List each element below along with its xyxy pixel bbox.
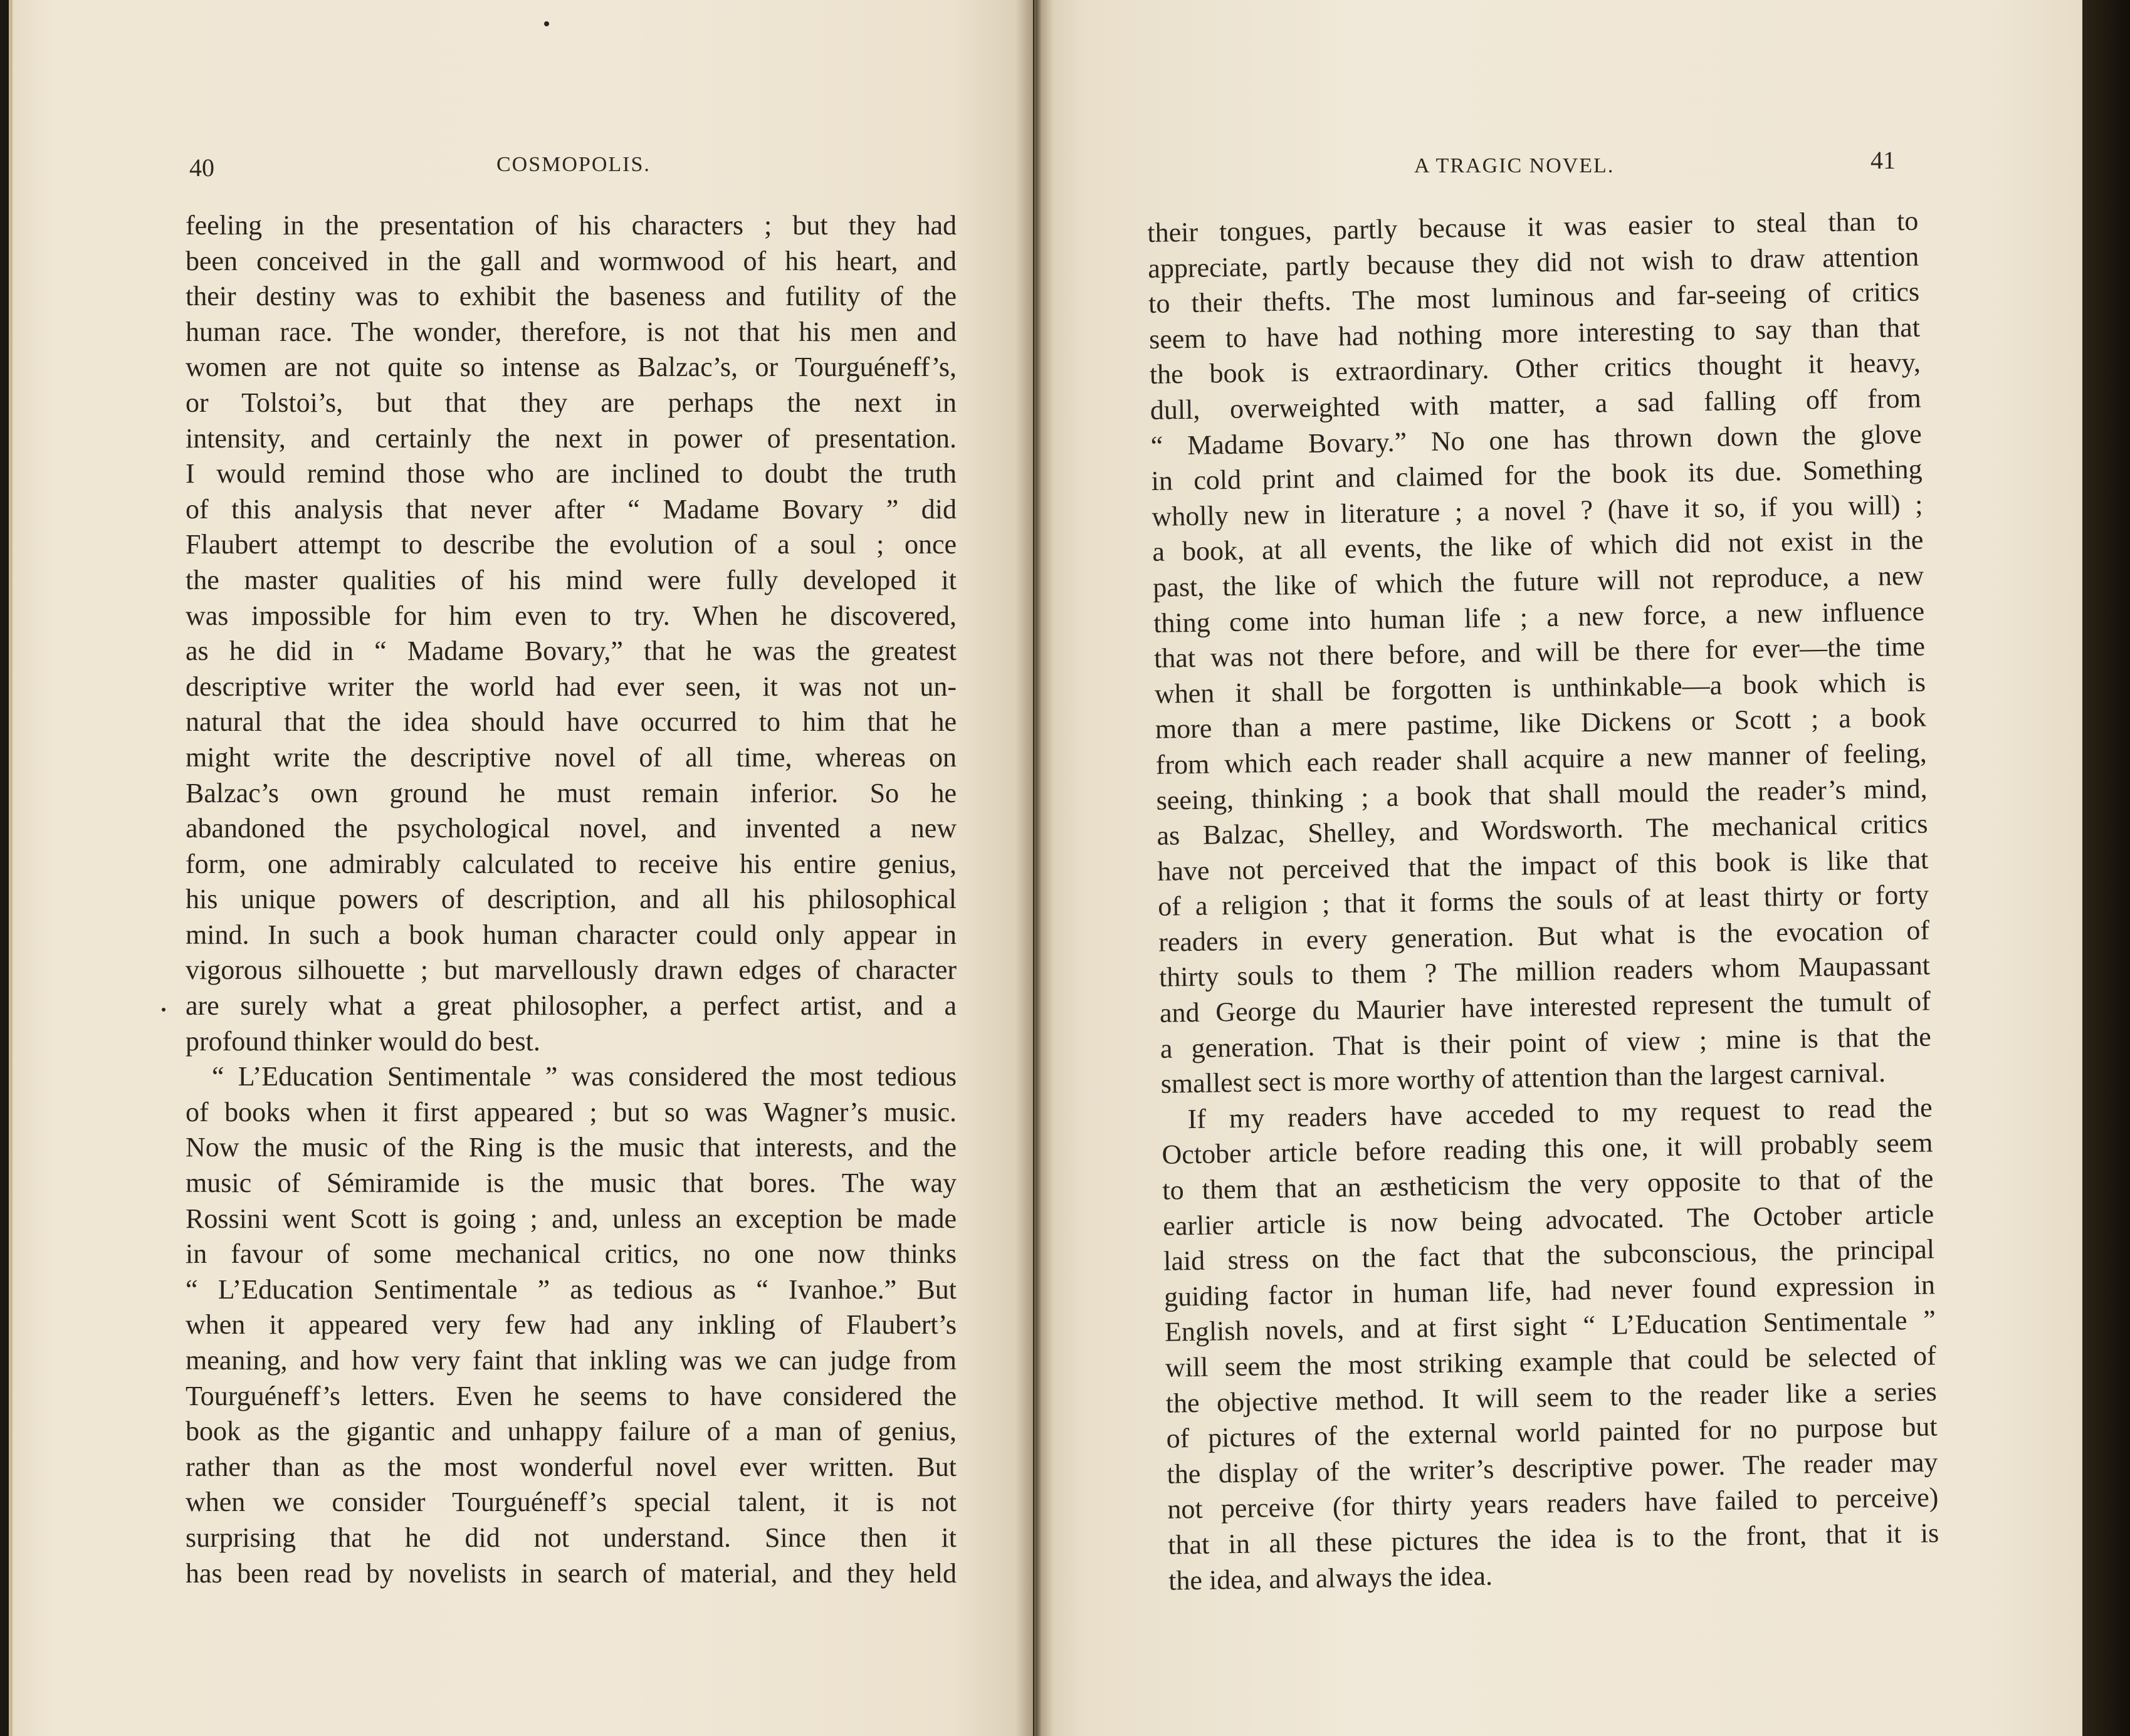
text-line: might write the descriptive novel of all time, whereas on xyxy=(186,741,957,773)
text-line: their destiny was to exhibit the baseness and futility of the xyxy=(186,281,957,312)
text-line: in favour of some mechanical critics, no one now thinks xyxy=(186,1238,957,1270)
text-line: October article before reading this one, it will probably seem xyxy=(1162,1127,1933,1171)
text-line: profound thinker would do best. xyxy=(186,1025,540,1057)
text-line: feeling in the presentation of his characters ; but they had xyxy=(186,210,957,241)
text-line: that was not there before, and will be there for ever—the time xyxy=(1153,630,1926,674)
text-line: the objective method. It will seem to the reader like a series xyxy=(1165,1376,1937,1419)
text-line: women are not quite so intense as Balzac’s, or Tourguéneff’s, xyxy=(186,352,957,383)
ink-speck xyxy=(162,1008,165,1012)
text-line: guiding factor in human life, had never found expression in xyxy=(1163,1269,1936,1312)
ink-speck xyxy=(544,21,549,26)
text-line: appreciate, partly because they did not wish to draw attention xyxy=(1147,241,1919,284)
text-line: human race. The wonder, therefore, is not that his men and xyxy=(186,316,957,347)
page-edge xyxy=(2082,0,2130,1736)
text-line: when it shall be forgotten is unthinkable—a book which is xyxy=(1154,666,1926,709)
text-line: “ L’Education Sentimentale ” as tedious as “ Ivanhoe.” But xyxy=(186,1273,957,1305)
text-line: was impossible for him even to try. When he discovered, xyxy=(186,600,957,631)
text-line: to them that an æstheticism the very opposite to that of the xyxy=(1162,1163,1934,1206)
text-line: book as the gigantic and unhappy failure of a man of genius, xyxy=(186,1416,957,1447)
text-line: of this analysis that never after “ Madame Bovary ” did xyxy=(186,493,957,525)
book-gutter xyxy=(1015,0,1053,1736)
text-line: Flaubert attempt to describe the evolution of a soul ; once xyxy=(186,529,957,560)
text-line: their tongues, partly because it was easier to steal than to xyxy=(1147,205,1919,248)
right-running-head: A TRAGIC NOVEL. xyxy=(1414,154,1615,177)
text-line: has been read by novelists in search of material, and they held xyxy=(186,1557,957,1589)
text-line: I would remind those who are inclined to doubt the truth xyxy=(186,458,957,489)
text-line: Now the music of the Ring is the music that interests, and the xyxy=(186,1132,957,1163)
text-line: laid stress on the fact that the subconscious, the principal xyxy=(1163,1233,1935,1277)
text-line: been conceived in the gall and wormwood of his heart, and xyxy=(186,245,957,276)
text-line: the idea, and always the idea. xyxy=(1168,1560,1493,1596)
text-line: seeing, thinking ; a book that shall mould the reader’s mind, xyxy=(1156,773,1928,816)
text-line: the book is extraordinary. Other critics thought it heavy, xyxy=(1149,347,1921,390)
text-line: as he did in “ Madame Bovary,” that he was the greatest xyxy=(186,635,957,667)
text-line: that in all these pictures the idea is to the front, that it is xyxy=(1167,1517,1939,1561)
text-line: a generation. That is their point of view ; mine is that the xyxy=(1160,1021,1932,1064)
text-line: vigorous silhouette ; but marvellously drawn edges of character xyxy=(186,954,957,986)
text-line: the display of the writer’s descriptive power. The reader may xyxy=(1167,1446,1938,1490)
text-line: mind. In such a book human character could only appear in xyxy=(186,919,957,950)
text-line: of books when it first appeared ; but so was Wagner’s music. xyxy=(186,1096,957,1127)
text-line: music of Sémiramide is the music that bores. The way xyxy=(186,1168,957,1199)
text-line: wholly new in literature ; a novel ? (have it so, if you will) ; xyxy=(1152,489,1923,532)
text-line: from which each reader shall acquire a new manner of feeling, xyxy=(1155,737,1927,780)
text-line: of a religion ; that it forms the souls of at least thirty or forty xyxy=(1157,879,1929,923)
text-line: thirty souls to them ? The million readers whom Maupassant xyxy=(1158,950,1931,993)
text-line: when it appeared very few had any inkling of Flaubert’s xyxy=(186,1309,957,1341)
text-line: past, the like of which the future will not reproduce, a new xyxy=(1152,560,1924,603)
right-page-number: 41 xyxy=(1870,146,1896,174)
text-line: abandoned the psychological novel, and invented a new xyxy=(186,813,957,844)
text-line: thing come into human life ; a new force, a new influence xyxy=(1153,595,1925,639)
text-line: dull, overweighted with matter, a sad falling off from xyxy=(1150,382,1922,426)
text-line: have not perceived that the impact of this book is like that xyxy=(1157,844,1929,887)
text-line: form, one admirably calculated to receive his entire genius, xyxy=(186,848,957,879)
left-page-text xyxy=(186,208,957,1591)
text-line: his unique powers of description, and all his philosophical xyxy=(186,884,957,915)
text-line: If my readers have acceded to my request to read the xyxy=(1187,1092,1933,1135)
text-line: rather than as the most wonderful novel ever written. But xyxy=(186,1451,957,1482)
text-line: Tourguéneff’s letters. Even he seems to have considered the xyxy=(186,1380,957,1411)
text-line: the master qualities of his mind were fully developed it xyxy=(186,564,957,595)
text-line: not perceive (for thirty years readers have failed to perceive) xyxy=(1167,1482,1939,1525)
text-line: meaning, and how very faint that inkling was we can judge from xyxy=(186,1345,957,1376)
left-page xyxy=(9,0,1033,1736)
right-page xyxy=(1034,0,2082,1736)
text-line: and George du Maurier have interested represent the tumult of xyxy=(1159,985,1931,1028)
text-line: when we consider Tourguéneff’s special talent, it is not xyxy=(186,1487,957,1518)
text-line: of pictures of the external world painted for no purpose but xyxy=(1166,1411,1938,1454)
text-line: to their thefts. The most luminous and far-seeing of critics xyxy=(1148,276,1920,320)
text-line: “ L’Education Sentimentale ” was considered the most tedious xyxy=(212,1061,957,1092)
text-line: smallest sect is more worthy of attention than the largest carnival. xyxy=(1160,1057,1886,1100)
text-line: as Balzac, Shelley, and Wordsworth. The mechanical critics xyxy=(1157,808,1928,851)
text-line: surprising that he did not understand. Since then it xyxy=(186,1522,957,1553)
text-line: or Tolstoi’s, but that they are perhaps the next in xyxy=(186,387,957,418)
text-line: more than a mere pastime, like Dickens or Scott ; a book xyxy=(1155,701,1927,745)
text-line: are surely what a great philosopher, a perfect artist, and a xyxy=(186,990,957,1022)
text-line: descriptive writer the world had ever seen, it was not un- xyxy=(186,671,957,702)
text-line: English novels, and at first sight “ L’Education Sentimentale ” xyxy=(1164,1304,1936,1348)
text-line: earlier article is now being advocated. The October article xyxy=(1162,1198,1934,1242)
text-line: readers in every generation. But what is the evocation of xyxy=(1158,914,1930,958)
text-line: in cold print and claimed for the book its due. Something xyxy=(1151,453,1923,497)
text-line: “ Madame Bovary.” No one has thrown down the glove xyxy=(1150,418,1922,461)
text-line: seem to have had nothing more interesting to say than that xyxy=(1148,311,1921,355)
text-line: Balzac’s own ground he must remain inferior. So he xyxy=(186,777,957,808)
left-page-number: 40 xyxy=(189,154,214,182)
text-line: natural that the idea should have occurred to him that he xyxy=(186,706,957,738)
text-line: Rossini went Scott is going ; and, unless an exception be made xyxy=(186,1203,957,1234)
text-line: intensity, and certainly the next in power of presentation. xyxy=(186,422,957,454)
text-line: a book, at all events, the like of which did not exist in the xyxy=(1152,524,1924,568)
text-line: will seem the most striking example that could be selected of xyxy=(1165,1340,1937,1383)
left-running-head: COSMOPOLIS. xyxy=(496,153,651,176)
right-page-text xyxy=(1147,204,1940,1599)
